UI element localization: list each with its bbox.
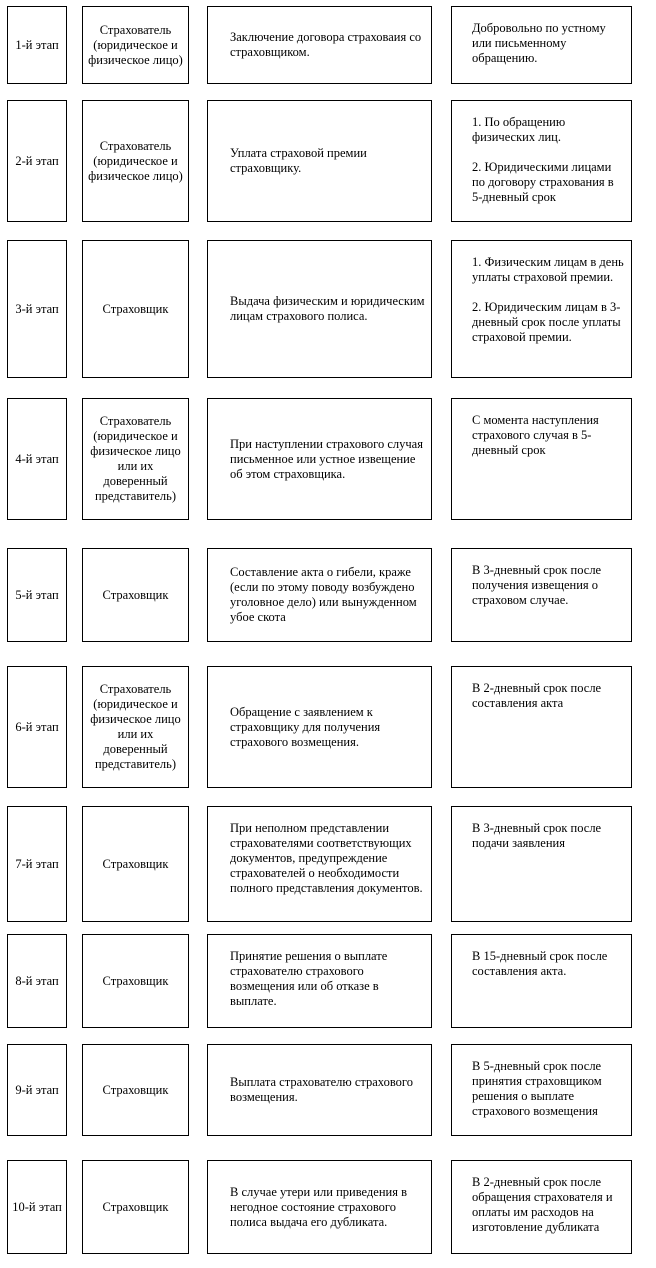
term-paragraph: В 15-дневный срок после составления акта. xyxy=(472,949,608,978)
term-paragraph: 2. Юридическими лицами по договору страхования в 5-дневный срок xyxy=(472,160,614,204)
action-box: При наступлении страхового случая письменное или устное извещение об этом страховщика. xyxy=(207,398,432,520)
term-box xyxy=(451,666,632,788)
term-box xyxy=(451,240,632,378)
stage-box: 10-й этап xyxy=(7,1160,67,1254)
term-text xyxy=(472,21,625,66)
term-box xyxy=(451,1044,632,1136)
term-box xyxy=(451,548,632,642)
stage-box: 1-й этап xyxy=(7,6,67,84)
action-box: Заключение договора страховаия со страховщиком. xyxy=(207,6,432,84)
term-paragraph: Добровольно по устному или письменному обращению. xyxy=(472,21,606,65)
term-paragraph: С момента наступления страхового случая в 5-дневный срок xyxy=(472,413,599,457)
term-box xyxy=(451,6,632,84)
stage-box: 6-й этап xyxy=(7,666,67,788)
term-text xyxy=(472,563,625,608)
actor-box: Страховщик xyxy=(82,240,189,378)
term-paragraph: 1. Физическим лицам в день уплаты страховой премии. xyxy=(472,255,624,284)
term-text xyxy=(472,1059,625,1119)
action-box: Составление акта о гибели, краже (если по этому поводу возбуждено уголовное дело) или вынужденном убое скота xyxy=(207,548,432,642)
term-text xyxy=(472,949,625,979)
stage-box: 8-й этап xyxy=(7,934,67,1028)
term-text xyxy=(472,821,625,851)
term-paragraph: В 3-дневный срок после подачи заявления xyxy=(472,821,602,850)
term-text xyxy=(472,681,625,711)
actor-box: Страховщик xyxy=(82,806,189,922)
term-paragraph: В 2-дневный срок после составления акта xyxy=(472,681,602,710)
actor-box: Страхователь (юридическое и физическое лицо) xyxy=(82,6,189,84)
term-paragraph: В 3-дневный срок после получения извещения о страховом случае. xyxy=(472,563,602,607)
term-text xyxy=(472,115,625,205)
actor-box: Страхователь (юридическое и физическое лицо или их доверенный представитель) xyxy=(82,666,189,788)
action-box: В случае утери или приведения в негодное состояние страхового полиса выдача его дубликата. xyxy=(207,1160,432,1254)
action-box: Выплата страхователю страхового возмещения. xyxy=(207,1044,432,1136)
action-box: Выдача физическим и юридическим лицам страхового полиса. xyxy=(207,240,432,378)
stage-box: 9-й этап xyxy=(7,1044,67,1136)
term-paragraph: 1. По обращению физических лиц. xyxy=(472,115,566,144)
actor-box: Страховщик xyxy=(82,934,189,1028)
actor-box: Страховщик xyxy=(82,548,189,642)
stage-box: 2-й этап xyxy=(7,100,67,222)
term-paragraph: 2. Юридическим лицам в 3-дневный срок после уплаты страховой премии. xyxy=(472,300,621,344)
action-box: При неполном представлении страхователями соответствующих документов, предупреждение страхователей о необходимости полного представления документов. xyxy=(207,806,432,922)
actor-box: Страховщик xyxy=(82,1160,189,1254)
actor-box: Страхователь (юридическое и физическое лицо) xyxy=(82,100,189,222)
term-box xyxy=(451,100,632,222)
stage-box: 5-й этап xyxy=(7,548,67,642)
action-box: Уплата страховой премии страховщику. xyxy=(207,100,432,222)
term-text xyxy=(472,1175,625,1235)
stage-box: 3-й этап xyxy=(7,240,67,378)
action-box: Принятие решения о выплате страхователю страхового возмещения или об отказе в выплате. xyxy=(207,934,432,1028)
actor-box: Страховщик xyxy=(82,1044,189,1136)
term-paragraph: В 2-дневный срок после обращения страхователя и оплаты им расходов на изготовление дубликата xyxy=(472,1175,613,1234)
stage-box: 7-й этап xyxy=(7,806,67,922)
action-box: Обращение с заявлением к страховщику для получения страхового возмещения. xyxy=(207,666,432,788)
term-text xyxy=(472,255,625,345)
actor-box: Страхователь (юридическое и физическое лицо или их доверенный представитель) xyxy=(82,398,189,520)
stage-box: 4-й этап xyxy=(7,398,67,520)
term-paragraph: В 5-дневный срок после принятия страховщиком решения о выплате страхового возмещения xyxy=(472,1059,602,1118)
term-box xyxy=(451,806,632,922)
term-box xyxy=(451,934,632,1028)
term-box xyxy=(451,398,632,520)
term-box xyxy=(451,1160,632,1254)
term-text xyxy=(472,413,625,458)
